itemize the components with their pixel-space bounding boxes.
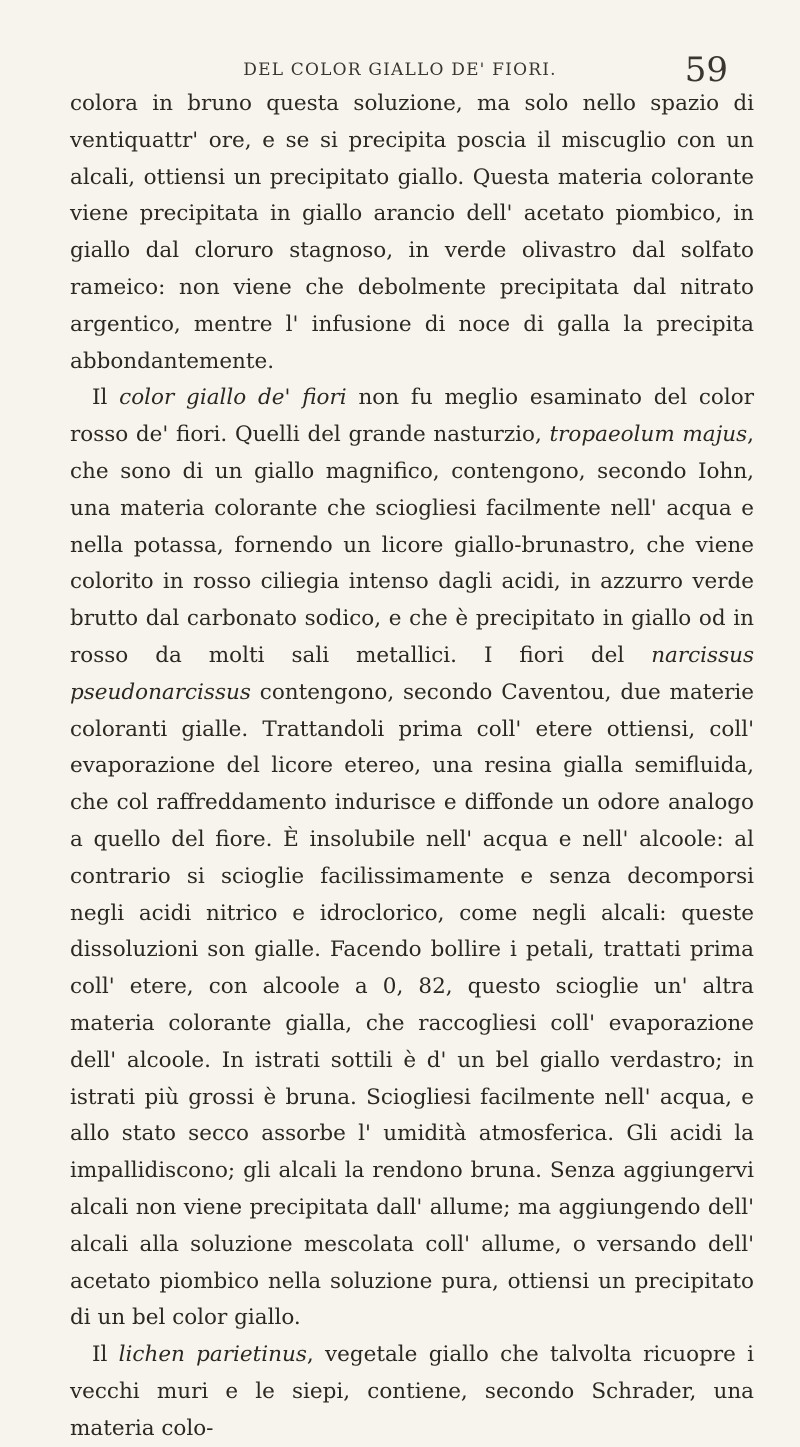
text-segment: colora in bruno questa soluzione, ma solo nello spazio di ventiquattr' ore, e se si precipita poscia il miscuglio con un alcali, ottiensi un precipitato giallo. Questa materia colorante viene precipitata in giallo arancio dell' acetato piombico, in giallo dal cloruro stagnoso, in verde olivastro dal solfato rameico: non viene che debolmente precipitata dal nitrato argentico, mentre l' infusione di noce di galla la precipita abbondantemente. xyxy=(70,91,754,374)
text-segment: , che sono di un giallo magnifico, contengono, secondo Iohn, una materia colorante che sciogliesi facilmente nell' acqua e nella potassa, fornendo un licore giallo-brunastro, che viene colorito in rosso ciliegia intenso dagli acidi, in azzurro verde brutto dal carbonato sodico, e che è precipitato in giallo od in rosso da molti sali metallici. I fiori del xyxy=(70,422,754,668)
italic-term: lichen parietinus xyxy=(118,1342,307,1368)
paragraph-1 xyxy=(70,86,754,380)
paragraph-2 xyxy=(70,380,754,1337)
italic-term: narcissus pseudonarcissus xyxy=(70,642,754,705)
text-segment: non fu meglio esaminato del color rosso de' fiori. Quelli del grande nasturzio, xyxy=(70,385,754,448)
page-header xyxy=(0,44,800,90)
italic-term: color giallo de' fiori xyxy=(119,385,347,411)
text-segment: Il xyxy=(92,1342,119,1368)
page-number: 59 xyxy=(684,50,728,90)
paragraph-3 xyxy=(70,1337,754,1447)
text-segment: contengono, secondo Caventou, due materie coloranti gialle. Trattandoli prima coll' etere ottiensi, coll' evaporazione del licore etereo, una resina gialla semifluida, che col raffreddamento indurisce e diffonde un odore analogo a quello del fiore. È insolubile nell' acqua e nell' alcoole: al contrario si scioglie facilissimamente e senza decomporsi negli acidi nitrico e idroclorico, come negli alcali: queste dissoluzioni son gialle. Facendo bollire i petali, trattati prima coll' etere, con alcoole a 0, 82, questo scioglie un' altra materia colorante gialla, che raccogliesi coll' evaporazione dell' alcoole. In istrati sottili è d' un bel giallo verdastro; in istrati più grossi è bruna. Sciogliesi facilmente nell' acqua, e allo stato secco assorbe l' umidità atmosferica. Gli acidi la impallidiscono; gli alcali la rendono bruna. Senza aggiungervi alcali non viene precipitata dall' allume; ma aggiungendo dell' alcali alla soluzione mescolata coll' allume, o versando dell' acetato piombico nella soluzione pura, ottiensi un precipitato di un bel color giallo. xyxy=(70,679,754,1331)
text-segment: Il xyxy=(92,385,120,411)
italic-term: tropaeolum majus xyxy=(549,422,748,448)
running-title: DEL COLOR GIALLO DE' FIORI. xyxy=(243,60,557,80)
text-segment: , vegetale giallo che talvolta ricuopre i vecchi muri e le siepi, contiene, secondo Schrader, una materia colo- xyxy=(70,1342,754,1441)
body-text xyxy=(70,86,754,1447)
